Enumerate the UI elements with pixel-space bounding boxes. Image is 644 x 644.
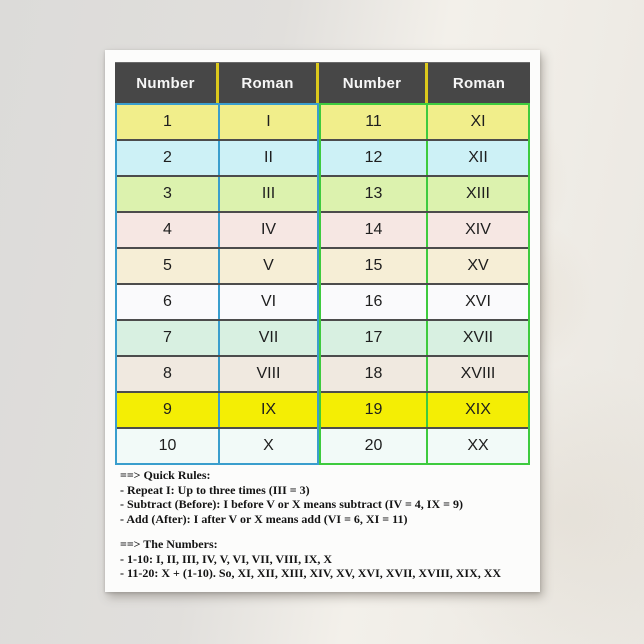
roman-cell: IX <box>260 401 277 418</box>
roman-cell: XVIII <box>460 365 496 382</box>
rule-item: - Subtract (Before): I before V or X means subtract (IV = 4, IX = 9) <box>120 497 463 511</box>
roman-cell: XIV <box>465 221 491 238</box>
roman-cell: XV <box>467 257 489 274</box>
rule-item: - Add (After): I after V or X means add (VI = 6, XI = 11) <box>120 511 408 526</box>
roman-cell: XVII <box>462 329 494 346</box>
table-body <box>115 103 530 465</box>
numbers-11-20-block <box>319 103 530 465</box>
table-row <box>117 355 317 391</box>
roman-cell: XIX <box>465 401 491 418</box>
number-cell: 10 <box>117 429 220 463</box>
the-numbers-heading: ==> The Numbers: <box>120 537 218 551</box>
roman-cell: VIII <box>256 365 281 382</box>
table-row <box>117 283 317 319</box>
roman-cell: V <box>263 257 274 274</box>
table-row <box>321 355 528 391</box>
roman-cell: VI <box>260 293 277 310</box>
number-cell: 9 <box>117 393 220 427</box>
table-row <box>321 211 528 247</box>
roman-cell: II <box>264 149 273 166</box>
number-cell: 4 <box>117 213 220 247</box>
roman-cell: VII <box>258 329 279 346</box>
numbers-item: - 1-10: I, II, III, IV, V, VI, VII, VIII, IX, X <box>120 551 333 566</box>
number-cell: 6 <box>117 285 220 319</box>
number-cell: 16 <box>321 285 428 319</box>
header-cell-number-right: Number <box>319 63 428 103</box>
table-row <box>321 175 528 211</box>
postcard <box>105 50 540 592</box>
number-cell: 20 <box>321 429 428 463</box>
roman-cell: XX <box>467 437 489 454</box>
header-cell-number-left: Number <box>115 63 219 103</box>
number-cell: 12 <box>321 141 428 175</box>
number-cell: 19 <box>321 393 428 427</box>
number-cell: 7 <box>117 321 220 355</box>
table-row <box>117 105 317 139</box>
number-cell: 17 <box>321 321 428 355</box>
rule-item: - Repeat I: Up to three times (III = 3) <box>120 482 310 497</box>
numbers-item: - 11-20: X + (1-10). So, XI, XII, XIII, XIV, XV, XVI, XVII, XVIII, XIX, XX <box>120 566 502 580</box>
roman-cell: XI <box>470 113 486 130</box>
table-row <box>117 175 317 211</box>
table-row <box>117 319 317 355</box>
table-row <box>321 427 528 463</box>
number-cell: 5 <box>117 249 220 283</box>
table-row <box>321 391 528 427</box>
roman-cell: III <box>261 185 276 202</box>
table-row <box>321 139 528 175</box>
header-cell-roman-right: Roman <box>452 74 506 92</box>
roman-numerals-table <box>115 62 530 465</box>
header-cell-roman-left: Roman <box>219 63 319 103</box>
number-cell: 13 <box>321 177 428 211</box>
number-cell: 14 <box>321 213 428 247</box>
the-numbers-section <box>120 537 530 581</box>
number-cell: 11 <box>321 105 428 139</box>
roman-cell: IV <box>260 221 277 238</box>
notes-area <box>120 468 530 581</box>
table-row <box>321 283 528 319</box>
table-row <box>117 391 317 427</box>
table-row <box>117 427 317 463</box>
roman-cell: XII <box>468 149 488 166</box>
roman-cell: X <box>263 437 274 454</box>
quick-rules-heading: ==> Quick Rules: <box>120 468 211 482</box>
number-cell: 2 <box>117 141 220 175</box>
table-row <box>117 139 317 175</box>
number-cell: 1 <box>117 105 220 139</box>
table-header-row <box>115 62 530 103</box>
roman-cell: I <box>266 113 271 130</box>
number-cell: 15 <box>321 249 428 283</box>
table-row <box>117 247 317 283</box>
number-cell: 18 <box>321 357 428 391</box>
table-row <box>321 319 528 355</box>
table-row <box>321 105 528 139</box>
quick-rules-section <box>120 468 530 526</box>
table-row <box>117 211 317 247</box>
number-cell: 3 <box>117 177 220 211</box>
roman-cell: XIII <box>465 185 490 202</box>
roman-cell: XVI <box>465 293 491 310</box>
numbers-1-10-block <box>115 103 319 465</box>
number-cell: 8 <box>117 357 220 391</box>
table-row <box>321 247 528 283</box>
